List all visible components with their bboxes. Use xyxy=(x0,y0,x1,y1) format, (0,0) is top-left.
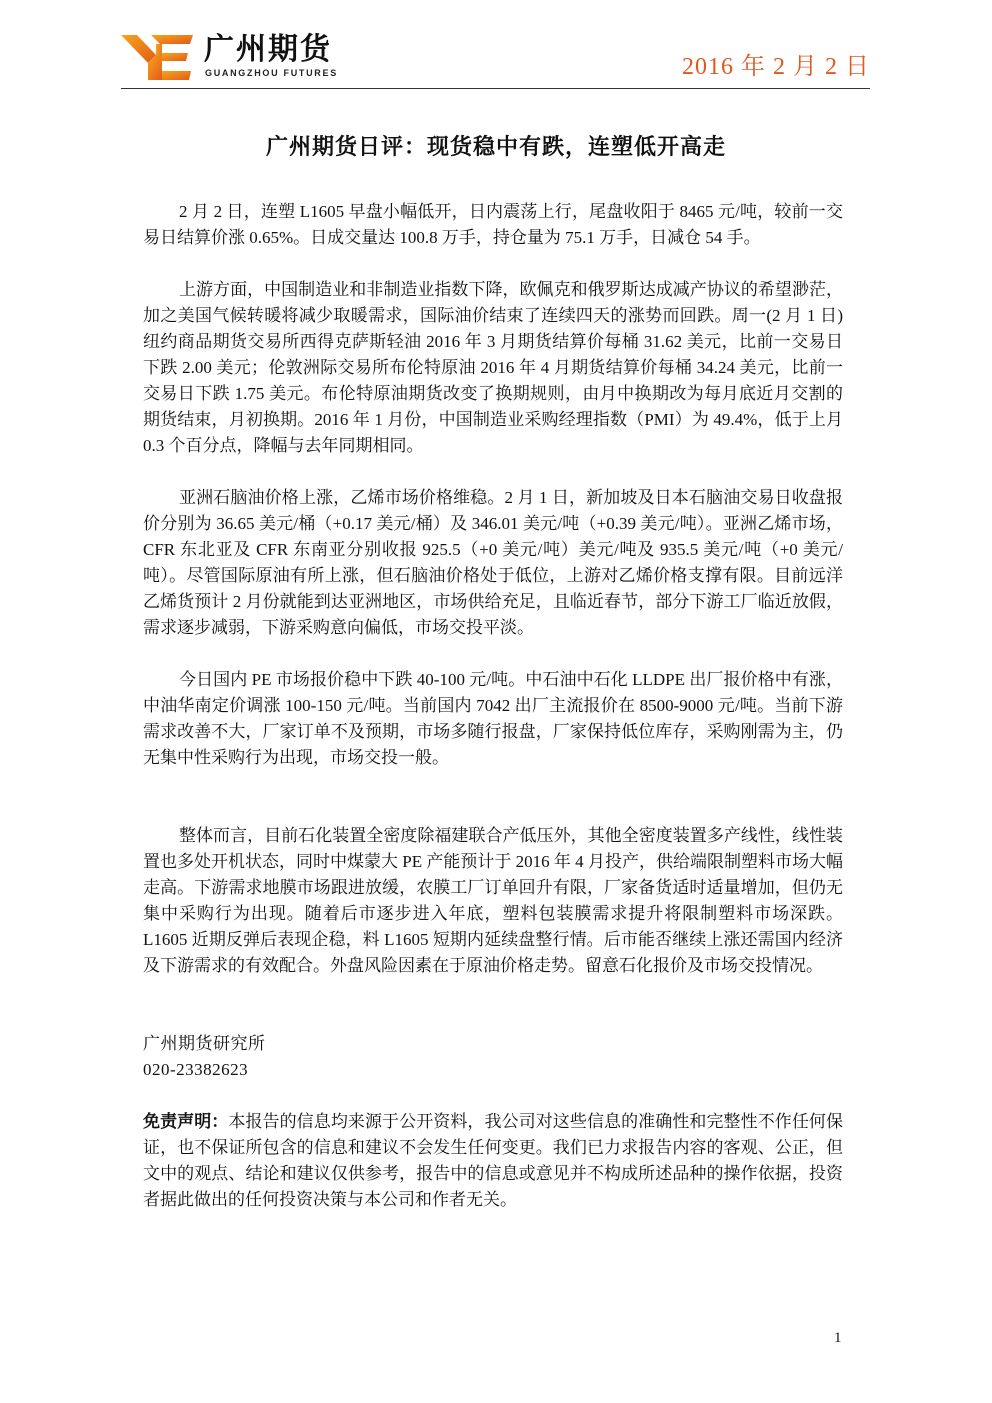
page-number: 1 xyxy=(834,1330,842,1346)
brand-name: 广州期货 xyxy=(204,32,332,67)
report-body xyxy=(143,199,843,1213)
guangzhou-futures-logo-icon xyxy=(121,34,193,80)
disclaimer-label: 免责声明： xyxy=(143,1112,229,1131)
body-paragraph: 整体而言，目前石化装置全密度除福建联合产低压外，其他全密度装置多产线性，线性装置也多处开机状态，同时中煤蒙大 PE 产能预计于 2016 年 4 月投产，供给端限制塑料市场大幅走高。下游需求地膜市场跟进放缓，农膜工厂订单回升有限，厂家备货适时适量增加，但仍无集中采购行为出现。随着后市逐步进入年底，塑料包装膜需求提升将限制塑料市场深跌。L1605 近期反弹后表现企稳，料 L1605 短期内延续盘整行情。后市能否继续上涨还需国内经济及下游需求的有效配合。外盘风险因素在于原油价格走势。留意石化报价及市场交投情况。 xyxy=(143,826,843,975)
signature-org: 广州期货研究所 xyxy=(143,1034,266,1053)
signature-block xyxy=(143,1031,843,1083)
disclaimer xyxy=(143,1109,843,1213)
body-paragraph: 上游方面，中国制造业和非制造业指数下降，欧佩克和俄罗斯达成减产协议的希望渺茫，加之美国气候转暖将减少取暖需求，国际油价结束了连续四天的涨势而回跌。周一(2 月 1 日)纽约商品期货交易所西得克萨斯轻油 2016 年 3 月期货结算价每桶 31.62 美元，比前一交易日下跌 2.00 美元；伦敦洲际交易所布伦特原油 2016 年 4 月期货结算价每桶 34.24 美元，比前一交易日下跌 1.75 美元。布伦特原油期货改变了换期规则，由月中换期改为每月底近月交割的期货结束，月初换期。2016 年 1 月份，中国制造业采购经理指数（PMI）为 49.4%，低于上月 0.3 个百分点，降幅与去年同期相同。 xyxy=(143,280,843,455)
body-paragraph: 2 月 2 日，连塑 L1605 早盘小幅低开，日内震荡上行，尾盘收阳于 8465 元/吨，较前一交易日结算价涨 0.65%。日成交量达 100.8 万手，持仓量为 75.1 万手，日减仓 54 手。 xyxy=(143,202,843,247)
body-paragraph: 今日国内 PE 市场报价稳中下跌 40-100 元/吨。中石油中石化 LLDPE 出厂报价格中有涨，中油华南定价调涨 100-150 元/吨。当前国内 7042 出厂主流报价在 8500-9000 元/吨。当前下游需求改善不大，厂家订单不及预期，市场多随行报盘，厂家保持低位库存，采购刚需为主，仍无集中性采购行为出现，市场交投一般。 xyxy=(143,670,843,767)
report-title: 广州期货日评：现货稳中有跌，连塑低开高走 xyxy=(265,134,726,159)
report-date: 2016 年 2 月 2 日 xyxy=(682,54,870,80)
header-divider xyxy=(121,88,870,89)
signature-phone: 020-23382623 xyxy=(143,1060,249,1079)
body-paragraph: 亚洲石脑油价格上涨，乙烯市场价格维稳。2 月 1 日，新加坡及日本石脑油交易日收盘报价分别为 36.65 美元/桶（+0.17 美元/桶）及 346.01 美元/吨（+0.39 美元/吨）。亚洲乙烯市场，CFR 东北亚及 CFR 东南亚分别收报 925.5（+0 美元/吨）美元/吨及 935.5 美元/吨（+0 美元/吨）。尽管国际原油有所上涨，但石脑油价格处于低位，上游对乙烯价格支撑有限。目前远洋乙烯货预计 2 月份就能到达亚洲地区，市场供给充足，且临近春节，部分下游工厂临近放假，需求逐步减弱，下游采购意向偏低，市场交投平淡。 xyxy=(143,488,843,637)
disclaimer-text: 本报告的信息均来源于公开资料，我公司对这些信息的准确性和完整性不作任何保证，也不保证所包含的信息和建议不会发生任何变更。我们已力求报告内容的客观、公正，但文中的观点、结论和建议仅供参考，报告中的信息或意见并不构成所述品种的操作依据，投资者据此做出的任何投资决策与本公司和作者无关。 xyxy=(143,1112,843,1209)
brand-subtitle: GUANGZHOU FUTURES xyxy=(205,68,338,78)
